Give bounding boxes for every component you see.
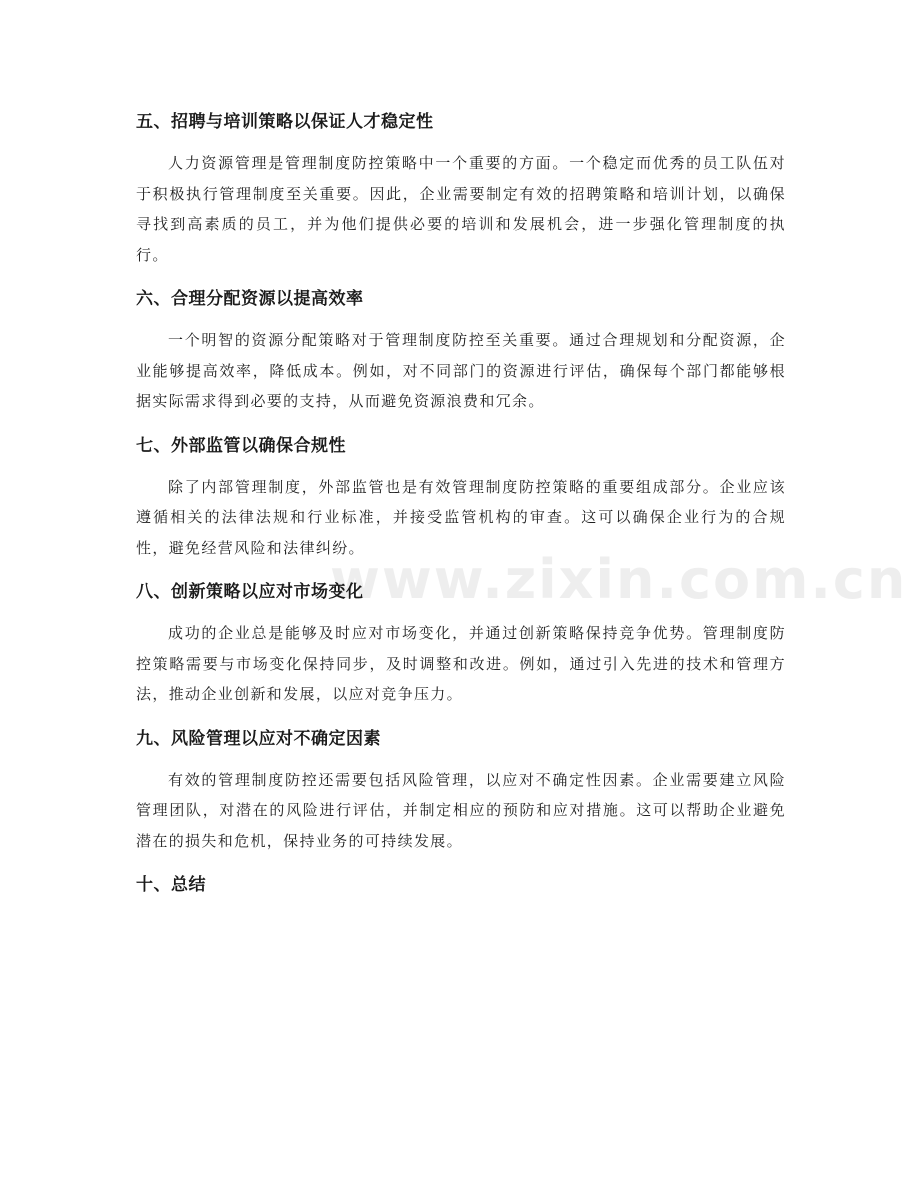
section-paragraph: 有效的管理制度防控还需要包括风险管理，以应对不确定性因素。企业需要建立风险管理团队，对潜在的风险进行评估，并制定相应的预防和应对措施。这可以帮助企业避免潜在的损失和危机，保持业务的可持续发展。 bbox=[136, 770, 786, 850]
section-recruitment-training bbox=[136, 108, 786, 270]
section-paragraph: 人力资源管理是管理制度防控策略中一个重要的方面。一个稳定而优秀的员工队伍对于积极执行管理制度至关重要。因此，企业需要制定有效的招聘策略和培训计划，以确保寻找到高素质的员工，并为他们提供必要的培训和发展机会，进一步强化管理制度的执行。 bbox=[136, 154, 786, 264]
section-paragraph: 除了内部管理制度，外部监管也是有效管理制度防控策略的重要组成部分。企业应该遵循相关的法律法规和行业标准，并接受监管机构的审查。这可以确保企业行为的合规性，避免经营风险和法律纠纷。 bbox=[136, 477, 786, 557]
section-external-supervision bbox=[136, 432, 786, 564]
section-innovation-strategy bbox=[136, 578, 786, 710]
section-summary bbox=[136, 871, 786, 899]
document-body bbox=[136, 108, 786, 911]
section-paragraph: 成功的企业总是能够及时应对市场变化，并通过创新策略保持竞争优势。管理制度防控策略需要与市场变化保持同步，及时调整和改进。例如，通过引入先进的技术和管理方法，推动企业创新和发展，以应对竞争压力。 bbox=[136, 624, 786, 703]
section-heading: 六、合理分配资源以提高效率 bbox=[136, 289, 364, 309]
section-risk-management bbox=[136, 725, 786, 857]
section-heading: 八、创新策略以应对市场变化 bbox=[136, 582, 364, 602]
section-resource-allocation bbox=[136, 285, 786, 417]
section-heading: 十、总结 bbox=[136, 875, 206, 895]
section-heading: 五、招聘与培训策略以保证人才稳定性 bbox=[136, 112, 434, 132]
section-paragraph: 一个明智的资源分配策略对于管理制度防控至关重要。通过合理规划和分配资源，企业能够提高效率，降低成本。例如，对不同部门的资源进行评估，确保每个部门都能够根据实际需求得到必要的支持，从而避免资源浪费和冗余。 bbox=[136, 331, 786, 410]
section-heading: 九、风险管理以应对不确定因素 bbox=[136, 728, 381, 749]
section-heading: 七、外部监管以确保合规性 bbox=[136, 435, 346, 456]
watermark-text: www.zixin.com.cn bbox=[330, 548, 908, 611]
